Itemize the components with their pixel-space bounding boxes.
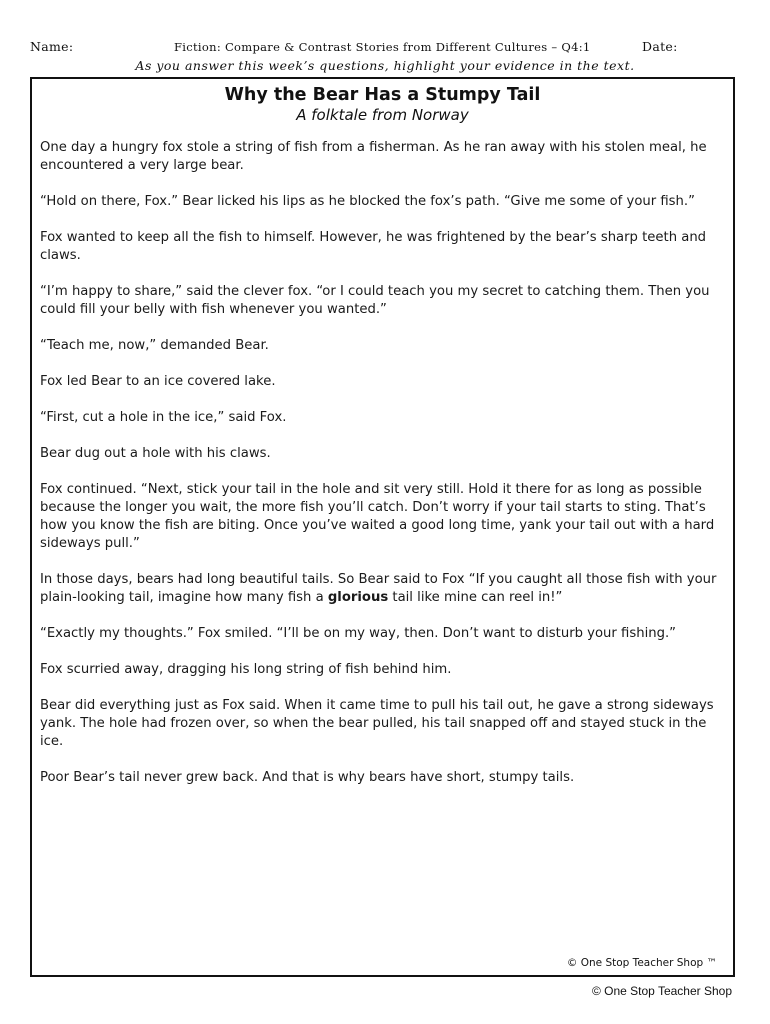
story-body: [40, 139, 728, 805]
date-label: Date:: [642, 39, 678, 54]
worksheet-title: Fiction: Compare & Contrast Stories from Different Cultures – Q4:1: [174, 40, 591, 54]
story-paragraph: Fox scurried away, dragging his long string of fish behind him.: [40, 662, 452, 677]
page-copyright: © One Stop Teacher Shop: [591, 984, 732, 998]
paragraph-text: tail like mine can reel in!”: [388, 590, 563, 605]
story-paragraph: Bear did everything just as Fox said. When it came time to pull his tail out, he gave a strong sideways yank. The hole had frozen over, so when the bear pulled, his tail snapped off and stayed stuck in the ice.: [40, 698, 714, 749]
story-paragraph: “Teach me, now,” demanded Bear.: [40, 338, 269, 353]
paragraph-text: In those days, bears had long beautiful tails. So Bear said to Fox “If you caught all those fish with your plain-looking tail, imagine how many fish a: [40, 572, 717, 605]
story-subtitle: A folktale from Norway: [296, 106, 469, 124]
story-paragraph: Fox wanted to keep all the fish to himself. However, he was frightened by the bear’s sharp teeth and claws.: [40, 230, 707, 263]
story-paragraph: Bear dug out a hole with his claws.: [40, 446, 271, 461]
story-box: [30, 77, 735, 977]
story-paragraph: “I’m happy to share,” said the clever fox. “or I could teach you my secret to catching them. Then you could fill your belly with fish whenever you wanted.”: [40, 284, 710, 317]
story-paragraph: “Exactly my thoughts.” Fox smiled. “I’ll be on my way, then. Don’t want to disturb your fishing.”: [40, 626, 676, 641]
story-paragraph: One day a hungry fox stole a string of fish from a fisherman. As he ran away with his stolen meal, he encountered a very large bear.: [40, 140, 707, 173]
story-paragraph: [40, 571, 728, 607]
worksheet-header: [30, 39, 740, 57]
instruction-text: As you answer this week’s questions, highlight your evidence in the text.: [135, 58, 635, 73]
box-copyright: © One Stop Teacher Shop ™: [566, 957, 717, 969]
story-paragraph: “Hold on there, Fox.” Bear licked his lips as he blocked the fox’s path. “Give me some of your fish.”: [40, 194, 695, 209]
story-paragraph: Poor Bear’s tail never grew back. And that is why bears have short, stumpy tails.: [40, 770, 575, 785]
bold-word: glorious: [327, 590, 389, 605]
story-paragraph: Fox led Bear to an ice covered lake.: [40, 374, 276, 389]
story-paragraph: Fox continued. “Next, stick your tail in the hole and sit very still. Hold it there for as long as possible because the longer you wait, the more fish you’ll catch. Don’t worry if your tail starts to sting. That’s how you know the fish are biting. Once you’ve waited a good long time, yank your tail out with a hard sideways pull.”: [40, 482, 715, 551]
story-paragraph: “First, cut a hole in the ice,” said Fox.: [40, 410, 287, 425]
story-title: Why the Bear Has a Stumpy Tail: [224, 85, 541, 105]
name-label: Name:: [30, 39, 74, 54]
